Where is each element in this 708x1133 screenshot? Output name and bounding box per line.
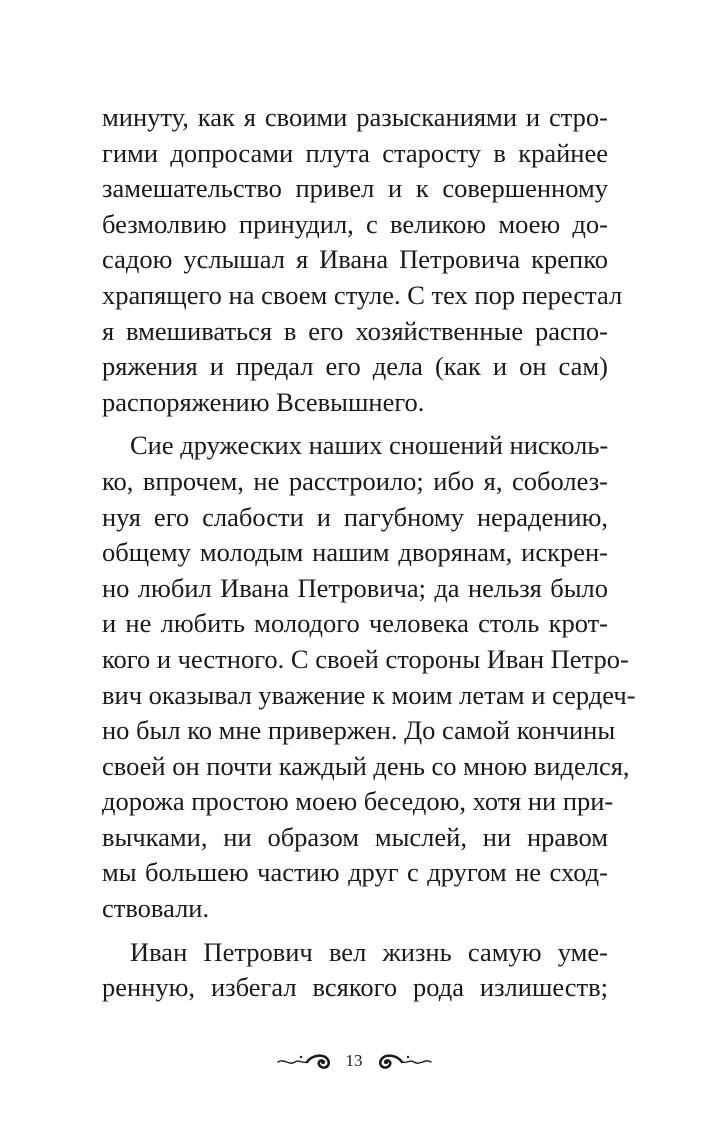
text-line: ряжения и предал его дела (как и он сам) bbox=[102, 351, 608, 382]
text-line: храпящего на своем стуле. С тех пор перестал bbox=[102, 279, 623, 310]
text-line: гими допросами плута старосту в крайнее bbox=[102, 137, 608, 168]
page-number: 13 bbox=[345, 1050, 363, 1070]
text-line: вычками, ни образом мыслей, ни нравом bbox=[102, 821, 608, 852]
text-line: кого и честного. С своей стороны Иван Петро- bbox=[102, 643, 629, 674]
scroll-ornament-right-icon bbox=[373, 1045, 433, 1075]
text-line: но любил Ивана Петровича; да нельзя было bbox=[102, 572, 608, 603]
text-line: я вмешиваться в его хозяйственные распо- bbox=[102, 315, 608, 346]
text-line: общему молодым нашим дворянам, искрен- bbox=[102, 537, 608, 568]
text-line: ко, впрочем, не расстроило; ибо я, соболез- bbox=[102, 465, 608, 496]
text-line: дорожа простою моею беседою, хотя ни при- bbox=[102, 786, 614, 817]
text-line: распоряжению Всевышнего. bbox=[102, 386, 425, 417]
text-line: Сие дружеских наших сношений нисколь- bbox=[130, 430, 609, 461]
paragraph-2 bbox=[102, 428, 636, 926]
text-line: замешательство привел и к совершенному bbox=[102, 173, 608, 204]
scroll-ornament-left-icon bbox=[276, 1045, 336, 1075]
body-text bbox=[102, 100, 636, 1006]
text-line: нуя его слабости и пагубному нерадению, bbox=[102, 501, 608, 532]
page-footer bbox=[0, 1040, 708, 1080]
text-line: ствовали. bbox=[102, 893, 210, 924]
text-line: садою услышал я Ивана Петровича крепко bbox=[102, 244, 608, 275]
text-line: и не любить молодого человека столь крот- bbox=[102, 608, 608, 639]
paragraph-1 bbox=[102, 100, 623, 420]
text-line: ренную, избегал всякого рода излишеств; bbox=[102, 972, 608, 1003]
text-line: мы большею частию друг с другом не сход- bbox=[102, 857, 608, 888]
text-line: Иван Петрович вел жизнь самую уме- bbox=[130, 936, 608, 967]
text-line: минуту, как я своими разысканиями и стро- bbox=[102, 102, 608, 132]
text-line: но был ко мне привержен. До самой кончины bbox=[102, 715, 616, 746]
text-line: своей он почти каждый день со мною виделся, bbox=[102, 750, 630, 781]
paragraph-3 bbox=[102, 935, 608, 1006]
text-line: вич оказывал уважение к моим летам и сердеч- bbox=[102, 679, 636, 710]
text-line: безмолвию принудил, с великою моею до- bbox=[102, 208, 608, 239]
